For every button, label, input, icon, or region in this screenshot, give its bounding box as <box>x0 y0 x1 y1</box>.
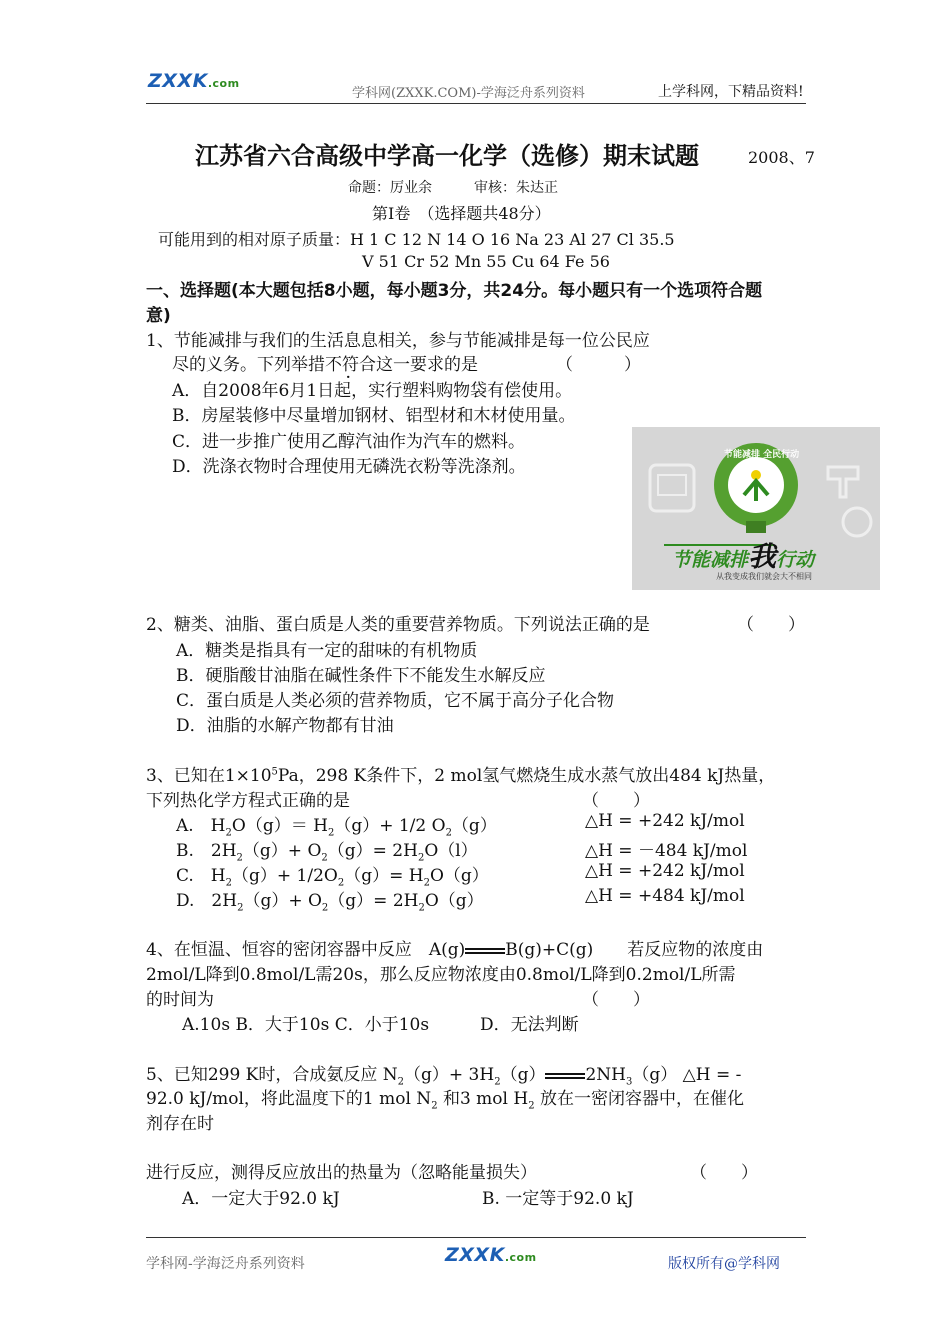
q2-stem: 2、糖类、油脂、蛋白质是人类的重要营养物质。下列说法正确的是 <box>146 615 650 635</box>
atomic-masses-line-1: 可能用到的相对原子质量：H 1 C 12 N 14 O 16 Na 23 Al 27 Cl 35.5 <box>158 230 675 249</box>
q3-answer-paren: （ ） <box>582 791 650 811</box>
q1-option-d: D．洗涤衣物时合理使用无磷洗衣粉等洗涤剂。 <box>172 457 526 477</box>
q5-stem-text-a: 5、已知299 K时，合成氨反应 N <box>146 1065 398 1085</box>
q2-option-c: C．蛋白质是人类必须的营养物质，它不属于高分子化合物 <box>176 691 615 711</box>
q1-stem-line-1: 1、节能减排与我们的生活息息相关，参与节能减排是每一位公民应 <box>146 331 650 351</box>
q5-stem-text-c: （g） <box>500 1065 546 1085</box>
exam-date: 2008、7 <box>748 148 815 167</box>
poster-main-text-2: 我 <box>748 540 777 573</box>
q5-stem-line-4: 进行反应，测得反应放出的热量为（忽略能量损失） <box>146 1163 537 1183</box>
q3-option-d-dh: △H = +484 kJ/mol <box>585 886 745 906</box>
footer-left-text: 学科网-学海泛舟系列资料 <box>146 1256 305 1272</box>
q3-option-a: A. $H_2O(g)= H_2(g)+ 1/2$ $O_2(g)$ <box>176 816 497 839</box>
q1-answer-paren: （ ） <box>556 355 641 375</box>
q5-stem-line-2: 92.0 kJ/mol，将此温度下的1 mol $N_2$ 和3 mol $H_2$ 放在一密闭容器中，在催化 <box>146 1089 744 1112</box>
q1-option-c: C．进一步推广使用乙醇汽油作为汽车的燃料。 <box>172 432 526 452</box>
q5-stem-line-3: 剂存在时 <box>146 1114 214 1134</box>
section-heading-line-2: 意) <box>146 306 171 326</box>
q1-stem-line-2 <box>172 350 478 375</box>
q4-stem-line-2: 2mol/L降到0.8mol/L需20s，那么反应物浓度由0.8mol/L降到0.2mol/L所需 <box>146 965 736 985</box>
header-logo <box>148 70 240 92</box>
q5-stem-text-e: （g） △H = - <box>632 1065 742 1085</box>
q1-stem-text-b: 这一要求的是 <box>376 355 478 375</box>
q4-stem-text-b: B(g)+C(g) 若反应物的浓度由 <box>505 940 764 960</box>
authors-line: 命题：厉业余 审核：朱达正 <box>348 180 558 196</box>
footer-logo <box>445 1244 537 1266</box>
q3-stem-text-a: 3、已知在1×10 <box>146 766 272 786</box>
equilibrium-arrow-icon <box>545 1071 585 1081</box>
header-center-text: 学科网(ZXXK.COM)-学海泛舟系列资料 <box>352 86 585 101</box>
q2-option-d: D．油脂的水解产物都有甘油 <box>176 716 394 736</box>
q3-option-a-dh: △H = +242 kJ/mol <box>585 811 745 831</box>
q2-option-a: A．糖类是指具有一定的甜味的有机物质 <box>176 641 478 661</box>
logo-suffix: .com <box>207 77 240 90</box>
poster-main-text <box>672 535 814 575</box>
header-right-text: 上学科网，下精品资料! <box>658 84 804 100</box>
q4-options: A.10s B．大于10s C．小于10s D．无法判断 <box>182 1015 579 1035</box>
q3-stem-exponent: 5 <box>271 766 278 778</box>
footer-rule <box>146 1237 806 1238</box>
section-heading-line-1: 一、选择题(本大题包括8小题，每小题3分，共24分。每小题只有一个选项符合题 <box>146 281 763 301</box>
energy-saving-poster <box>632 427 880 590</box>
poster-ring-text: 节能减排 全民行动 <box>724 450 800 460</box>
poster-main-text-3: 行动 <box>776 549 815 571</box>
q4-stem-text-a: 4、在恒温、恒容的密闭容器中反应 A(g) <box>146 940 466 960</box>
q1-emphasis-text: 不符合 <box>325 355 376 375</box>
q3-option-b: B. $2H_2(g)+ O_2(g)= 2H_2O(l)$ <box>176 841 478 864</box>
q5-stem-text-g: 和3 mol H <box>437 1089 529 1109</box>
q3-stem-line-2: 下列热化学方程式正确的是 <box>146 791 350 811</box>
equilibrium-arrow-icon <box>465 946 505 956</box>
footer-logo-text: ZXXK <box>445 1244 505 1266</box>
q3-option-c-dh: △H = +242 kJ/mol <box>585 861 745 881</box>
q1-option-a: A．自2008年6月1日起，实行塑料购物袋有偿使用。 <box>172 381 573 401</box>
q3-option-d: D. $2H_2(g)+ O_2(g)= 2H_2O(g)$ <box>176 891 484 914</box>
poster-sub-text: 从我变成我们就会大不相同 <box>716 572 812 581</box>
q2-answer-paren: （ ） <box>737 615 805 635</box>
q4-stem-line-3: 的时间为 <box>146 990 214 1010</box>
q3-stem-text-b: Pa，298 K条件下，2 mol氢气燃烧生成水蒸气放出484 kJ热量， <box>277 766 776 786</box>
logo-text: ZXXK <box>148 70 208 92</box>
q5-option-a: A．一定大于92.0 kJ <box>182 1189 340 1209</box>
q5-stem-text-h: 放在一密闭容器中，在催化 <box>534 1089 744 1109</box>
q5-stem-text-b: （g）+ 3H <box>404 1065 495 1085</box>
q2-option-b: B．硬脂酸甘油脂在碱性条件下不能发生水解反应 <box>176 666 546 686</box>
atomic-masses-line-2: V 51 Cr 52 Mn 55 Cu 64 Fe 56 <box>362 252 610 271</box>
poster-main-text-1: 节能减排 <box>672 549 749 571</box>
page-title: 江苏省六合高级中学高一化学（选修）期末试题 <box>195 142 699 170</box>
footer-logo-suffix: .com <box>504 1251 537 1264</box>
q3-stem-line-1 <box>146 761 775 786</box>
q5-answer-paren: （ ） <box>690 1163 758 1183</box>
header-rule <box>146 103 806 104</box>
q3-option-c: C. $H_2(g)+ 1/2O_2(g)= H_2O(g)$ <box>176 866 489 889</box>
footer-right-text: 版权所有@学科网 <box>668 1256 780 1272</box>
q4-answer-paren: （ ） <box>582 990 650 1010</box>
volume-heading: 第Ⅰ卷 （选择题共48分） <box>372 204 551 223</box>
q4-stem-line-1 <box>146 935 763 960</box>
q5-stem-line-1: 5、已知299 K时，合成氨反应 $N_2(g)+ 3H_2(g)$ $2NH_3(g)$ △H = - <box>146 1065 742 1088</box>
q1-stem-text-a: 尽的义务。下列举措 <box>172 355 325 375</box>
q5-option-b: B. 一定等于92.0 kJ <box>482 1189 634 1209</box>
q5-stem-text-d: 2NH <box>585 1065 626 1085</box>
q3-option-b-dh: △H = －484 kJ/mol <box>585 841 748 861</box>
q1-option-b: B．房屋装修中尽量增加钢材、铝型材和木材使用量。 <box>172 406 576 426</box>
q5-stem-text-f: 92.0 kJ/mol，将此温度下的1 mol N <box>146 1089 432 1109</box>
